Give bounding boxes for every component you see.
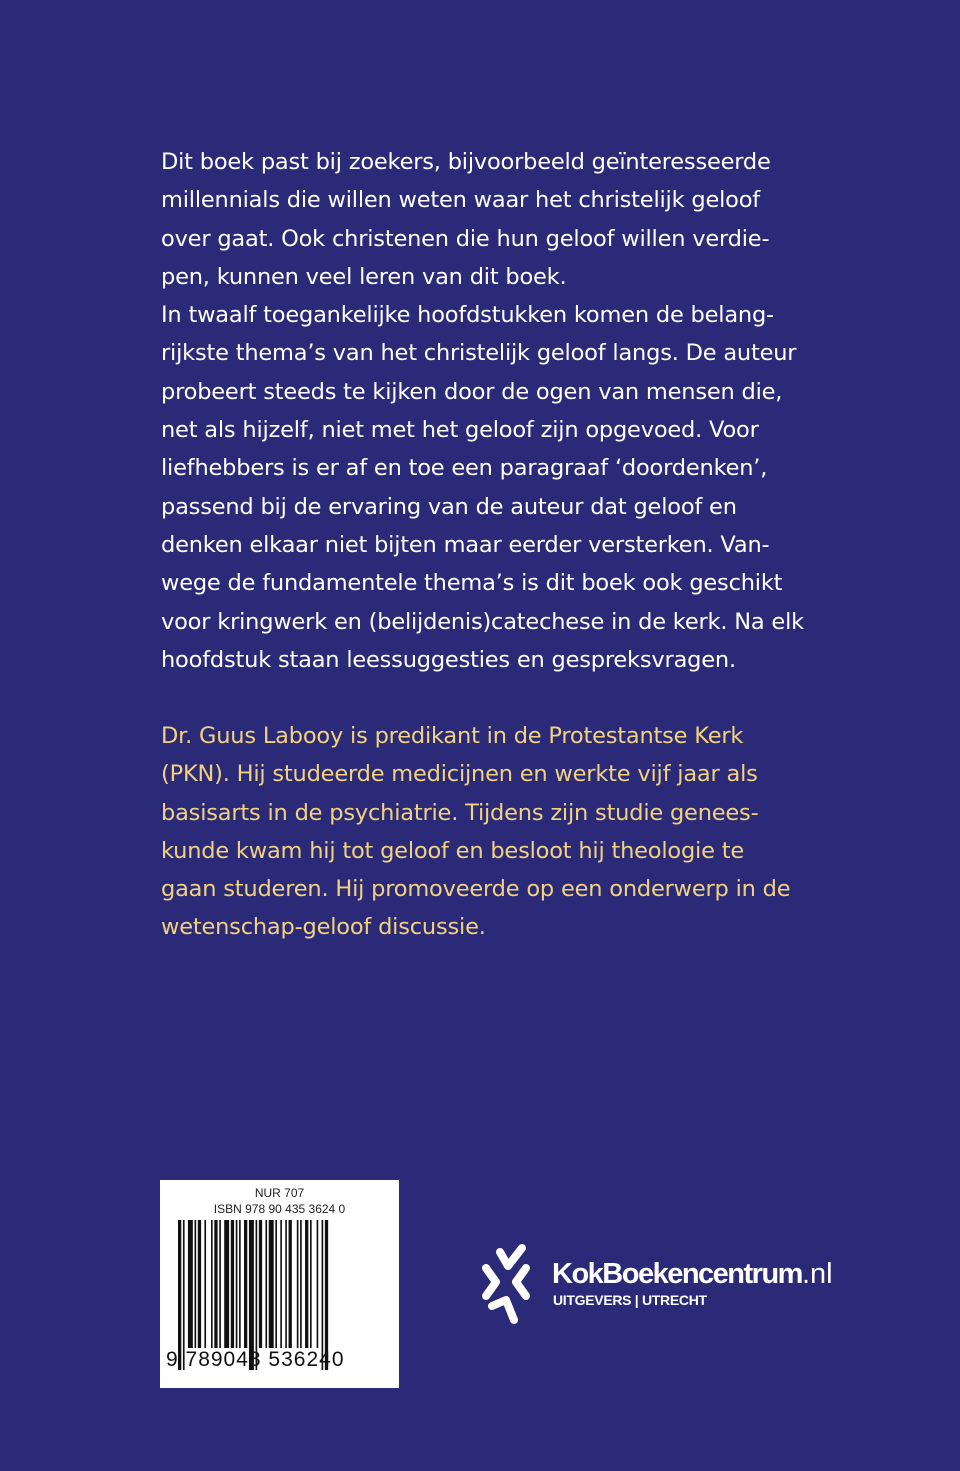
blurb-text xyxy=(161,143,804,679)
barcode-bar xyxy=(310,1220,312,1348)
barcode-bar xyxy=(269,1220,274,1348)
nur-code: NUR 707 xyxy=(254,1186,305,1200)
isbn-barcode xyxy=(160,1180,399,1388)
text-line: wetenschap-geloof discussie. xyxy=(161,914,486,941)
barcode-bar xyxy=(224,1220,229,1348)
text-line: passend bij de ervaring van de auteur dat geloof en xyxy=(161,493,737,520)
barcode-bar xyxy=(198,1220,201,1348)
barcode-bar xyxy=(317,1220,319,1348)
barcode-bar xyxy=(259,1220,262,1348)
barcode-bar xyxy=(204,1220,206,1348)
text-line: net als hijzelf, niet met het geloof zijn opgevoed. Voor xyxy=(161,417,759,444)
text-line: voor kringwerk en (belijdenis)catechese in de kerk. Na elk xyxy=(161,608,804,635)
text-line: pen, kunnen veel leren van dit boek. xyxy=(161,263,567,290)
barcode-bar xyxy=(289,1220,292,1348)
publisher-name xyxy=(552,1258,833,1291)
barcode-bar xyxy=(275,1220,277,1348)
text-line: Dit boek past bij zoekers, bijvoorbeeld geïnteresseerde xyxy=(161,149,771,175)
barcode-bar xyxy=(236,1220,238,1348)
text-line: In twaalf toegankelijke hoofdstukken komen de belang- xyxy=(161,302,774,329)
barcode-bar xyxy=(300,1220,302,1348)
text-line: Dr. Guus Labooy is predikant in de Protestantse Kerk xyxy=(161,723,744,749)
text-line: over gaat. Ook christenen die hun geloof willen verdie- xyxy=(161,225,770,252)
barcode-bar xyxy=(231,1220,234,1348)
publisher-tld: .nl xyxy=(801,1258,833,1290)
barcode-bar xyxy=(285,1220,287,1348)
barcode-bar xyxy=(297,1220,299,1348)
publisher-subtitle: UITGEVERS | UTRECHT xyxy=(553,1292,707,1308)
barcode-bar xyxy=(219,1220,221,1348)
text-line: hoofdstuk staan leessuggesties en gespreksvragen. xyxy=(161,646,736,673)
publisher-name-text: KokBoekencentrum xyxy=(552,1258,802,1290)
barcode-bar xyxy=(244,1220,247,1348)
text-line: denken elkaar niet bijten maar eerder versterken. Van- xyxy=(161,531,770,558)
text-line: basisarts in de psychiatrie. Tijdens zijn studie genees- xyxy=(161,799,759,826)
author-bio xyxy=(161,717,790,947)
barcode-bar xyxy=(195,1220,197,1348)
barcode-digits: 9 789043 536240 xyxy=(166,1348,345,1371)
barcode-bar xyxy=(280,1220,282,1348)
barcode-bar xyxy=(305,1220,308,1348)
isbn-text: ISBN 978 90 435 3624 0 xyxy=(213,1202,346,1216)
barcode-bar xyxy=(265,1220,267,1348)
text-line: gaan studeren. Hij promoveerde op een onderwerp in de xyxy=(161,876,791,903)
text-line: rijkste thema’s van het christelijk geloof langs. De auteur xyxy=(161,340,797,367)
text-line: wege de fundamentele thema’s is dit boek ook geschikt xyxy=(161,570,783,597)
barcode-bar xyxy=(214,1220,217,1348)
text-line: millennials die willen weten waar het christelijk geloof xyxy=(161,187,761,214)
publisher-logo-icon xyxy=(478,1244,538,1326)
barcode-bar xyxy=(188,1220,193,1348)
publisher-logo xyxy=(478,1244,833,1330)
text-line: (PKN). Hij studeerde medicijnen en werkte vijf jaar als xyxy=(161,761,758,788)
barcode-bar xyxy=(211,1220,213,1348)
text-line: liefhebbers is er af en toe een paragraaf ‘doordenken’, xyxy=(161,455,768,482)
barcode-bar xyxy=(239,1220,241,1348)
text-line: kunde kwam hij tot geloof en besloot hij theologie te xyxy=(161,837,744,864)
text-line: probeert steeds te kijken door de ogen van mensen die, xyxy=(161,378,783,405)
